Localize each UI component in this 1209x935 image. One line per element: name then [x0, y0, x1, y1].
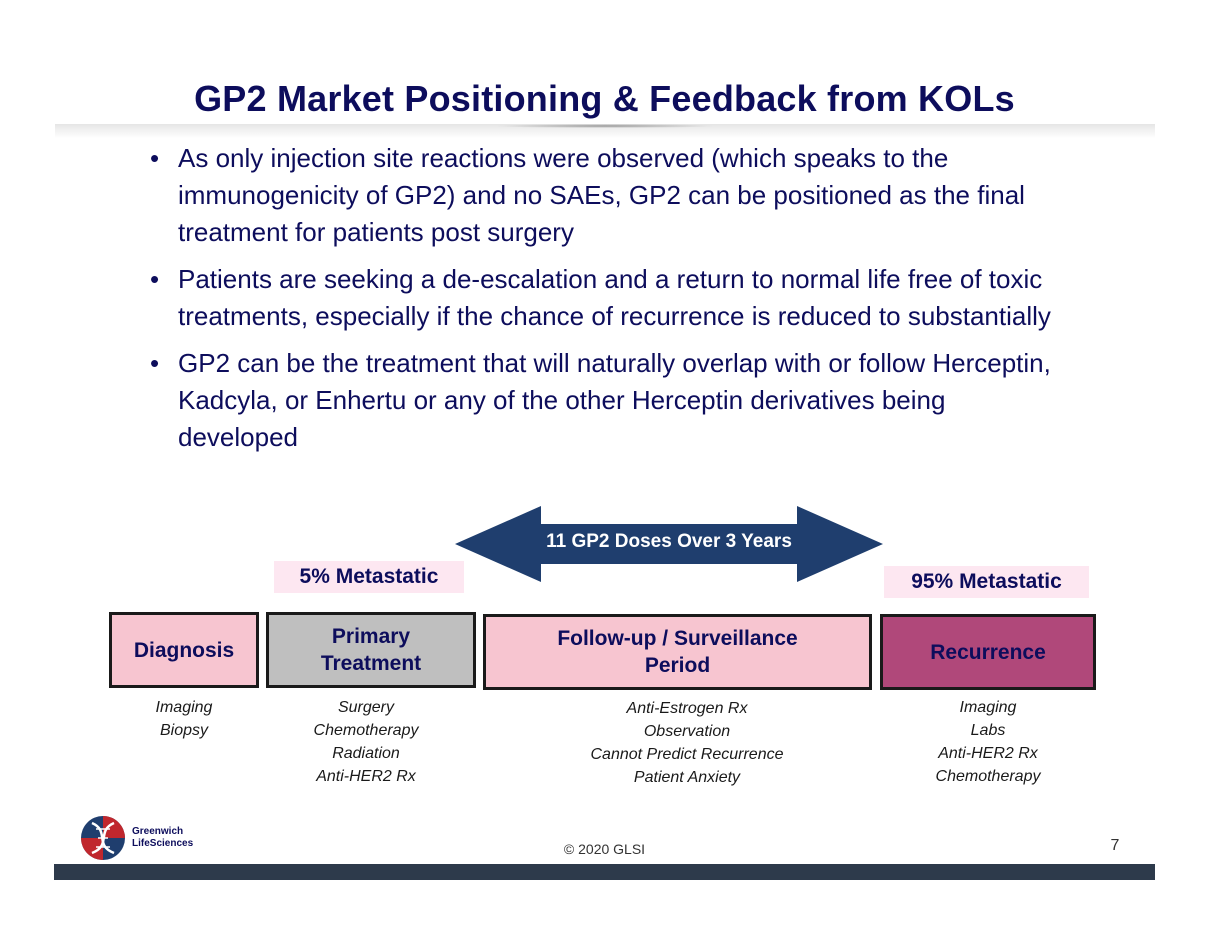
- bullet-item: [150, 261, 1070, 335]
- stage-label: Recurrence: [930, 640, 1046, 664]
- stage-note: Surgery: [337, 699, 395, 716]
- stage-notes-primary-treatment: [266, 696, 466, 788]
- stage-note: Radiation: [332, 745, 400, 762]
- stage-note: Anti-HER2 Rx: [316, 768, 416, 785]
- stage-note: Biopsy: [159, 722, 209, 739]
- stage-note: Chemotherapy: [313, 722, 419, 739]
- stage-label: Primary Treatment: [320, 625, 422, 675]
- bullet-dot: •: [150, 348, 160, 378]
- bullet-item: [150, 140, 1070, 251]
- stage-note: Cannot Predict Recurrence: [590, 746, 784, 763]
- stage-note: Chemotherapy: [935, 768, 1041, 785]
- stage-note: Observation: [643, 723, 731, 740]
- bullet-text: Patients are seeking a de-escalation and a return to normal life free of toxic treatments, especially if the chance of recurrence is reduced to substantially: [178, 264, 1051, 331]
- stage-primary-treatment: [266, 612, 476, 688]
- bullet-dot: •: [150, 264, 160, 294]
- doses-arrow-label: 11 GP2 Doses Over 3 Years: [546, 531, 792, 552]
- bullet-list: [150, 140, 1070, 466]
- company-name-line1: Greenwich: [132, 826, 184, 837]
- stage-notes-recurrence: [888, 696, 1088, 788]
- stage-notes-follow-up: [543, 697, 831, 789]
- stage-label: Follow-up / Surveillance Period: [557, 627, 798, 677]
- slide-title: GP2 Market Positioning & Feedback from KOLs: [194, 78, 1015, 119]
- stage-recurrence: [880, 614, 1096, 690]
- stage-note: Imaging: [959, 699, 1017, 716]
- copyright-text: © 2020 GLSI: [563, 841, 646, 857]
- metastatic-tag-left: 5% Metastatic: [274, 561, 464, 593]
- stage-label: Diagnosis: [133, 638, 235, 662]
- metastatic-tag-right: 95% Metastatic: [884, 566, 1089, 598]
- stage-follow-up-surveillance: [483, 614, 872, 690]
- bullet-item: [150, 345, 1070, 456]
- bullet-text: GP2 can be the treatment that will naturally overlap with or follow Herceptin, Kadcyla, or Enhertu or any of the other Herceptin derivatives being developed: [178, 348, 1051, 452]
- title-divider: [55, 124, 1155, 138]
- bullet-dot: •: [150, 143, 160, 173]
- stage-note: Patient Anxiety: [633, 769, 741, 786]
- company-name-line2: LifeSciences: [132, 838, 194, 849]
- stage-note: Anti-Estrogen Rx: [626, 700, 748, 717]
- stage-note: Anti-HER2 Rx: [938, 745, 1038, 762]
- page-number: 7: [1110, 837, 1120, 854]
- stage-note: Labs: [970, 722, 1006, 739]
- stage-notes-diagnosis: [109, 696, 259, 742]
- stage-diagnosis: [109, 612, 259, 688]
- stage-note: Imaging: [155, 699, 213, 716]
- bullet-text: As only injection site reactions were observed (which speaks to the immunogenicity of GP2) and no SAEs, GP2 can be positioned as the final treatment for patients post surgery: [178, 143, 1025, 247]
- footer-bar: [54, 864, 1155, 880]
